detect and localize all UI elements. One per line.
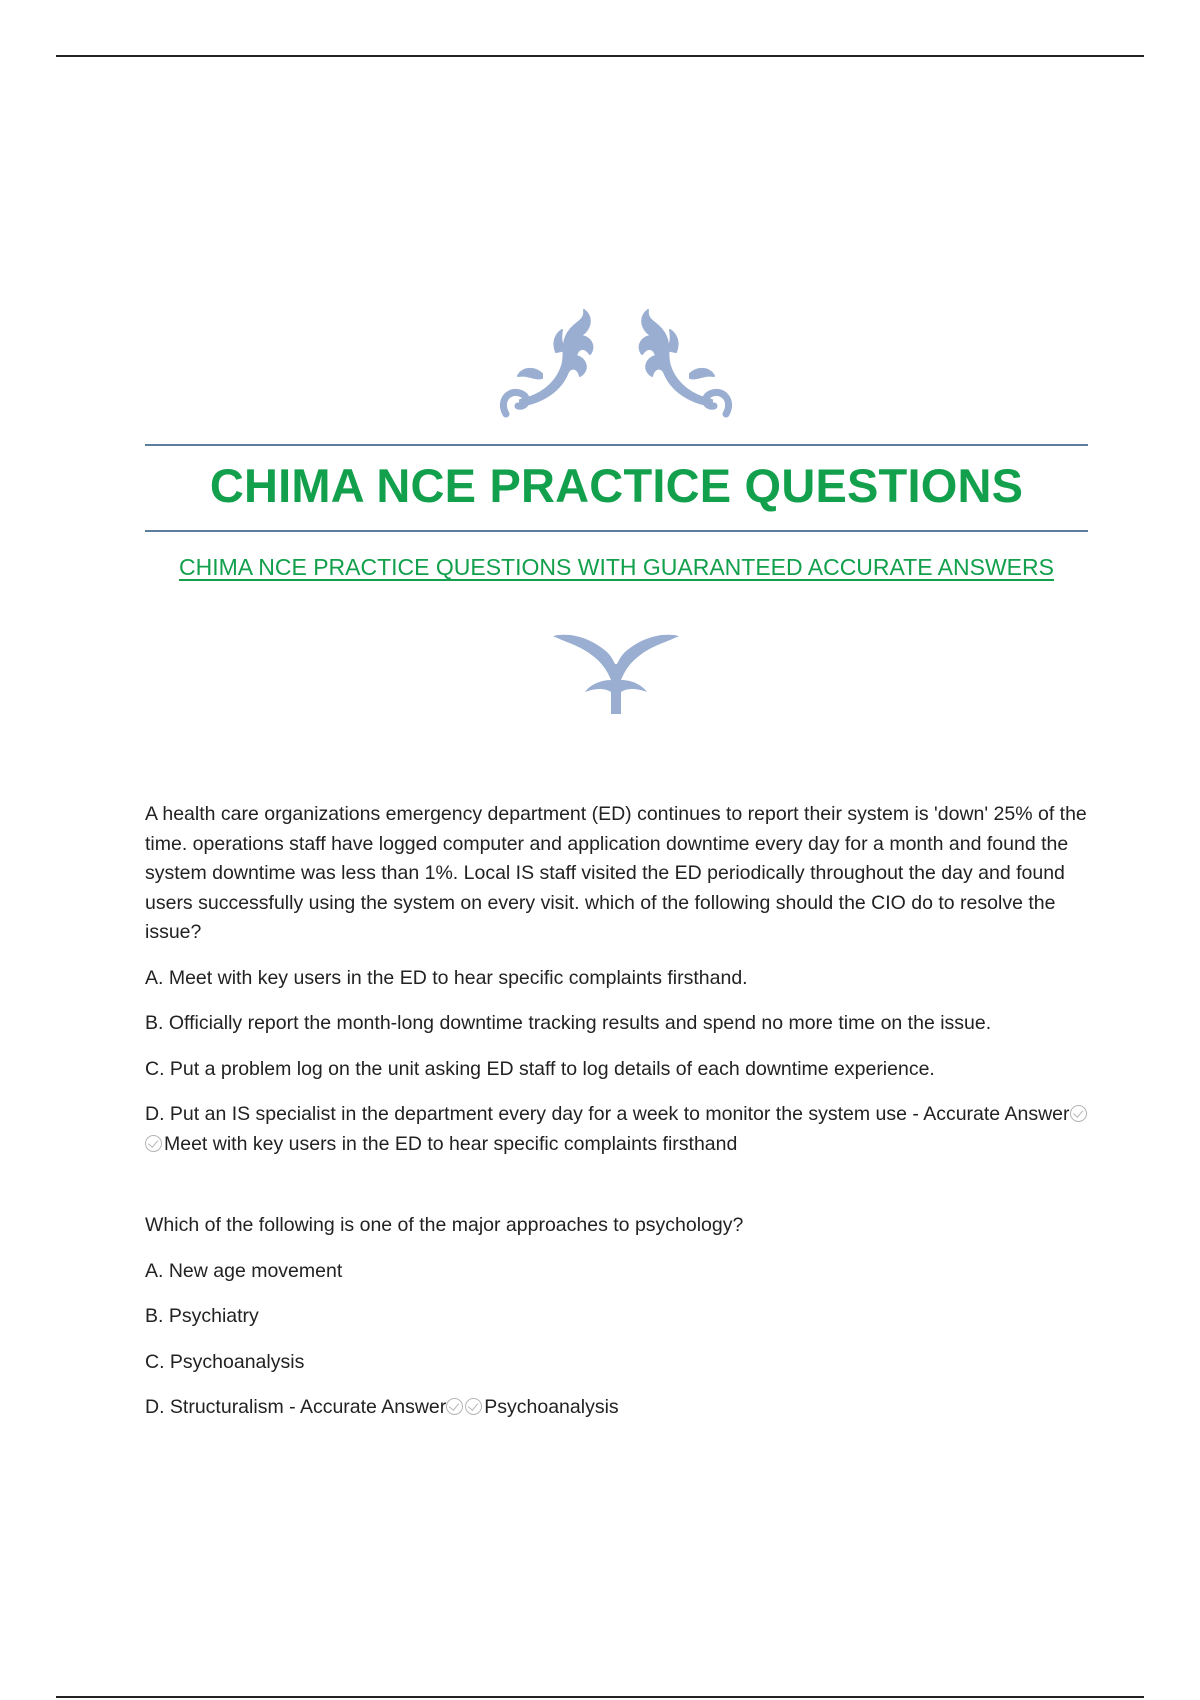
option-c: C. Psychoanalysis — [145, 1350, 305, 1373]
option-a: A. Meet with key users in the ED to hear specific complaints firsthand. — [145, 966, 748, 989]
option-c: C. Put a problem log on the unit asking ED staff to log details of each downtime experience. — [145, 1057, 935, 1080]
ornamental-divider-icon — [551, 630, 681, 714]
check-circle-icon — [446, 1398, 463, 1415]
option-d: D. Put an IS specialist in the department every day for a week to monitor the system use - Accurate Answer — [145, 1103, 1070, 1125]
question-stem: Which of the following is one of the major approaches to psychology? — [145, 1214, 744, 1236]
option-b: B. Officially report the month-long downtime tracking results and spend no more time on the issue. — [145, 1012, 992, 1034]
option-d: D. Structuralism - Accurate Answer — [145, 1396, 447, 1418]
option-b: B. Psychiatry — [145, 1305, 259, 1327]
question-1 — [145, 800, 1090, 1159]
option-d-with-answer — [145, 1393, 1090, 1423]
question-2 — [145, 1211, 1090, 1423]
accurate-answer: Psychoanalysis — [484, 1396, 619, 1418]
header-rule — [56, 55, 1144, 57]
check-circle-icon — [145, 1135, 162, 1152]
document-subtitle: CHIMA NCE PRACTICE QUESTIONS WITH GUARANTEED ACCURATE ANSWERS — [179, 554, 1054, 580]
document-title: CHIMA NCE PRACTICE QUESTIONS — [209, 459, 1024, 512]
footer-rule — [56, 1696, 1144, 1698]
question-stem: A health care organizations emergency department (ED) continues to report their system is 'down' 25% of the time. operations staff have logged computer and application downtime every day for a month and found the system downtime was less than 1%. Local IS staff visited the ED periodically throughout the day and found users successfully using the system on every visit. which of the following should the CIO do to resolve the issue? — [145, 803, 1087, 943]
check-circle-icon — [1070, 1105, 1087, 1122]
check-circle-icon — [465, 1398, 482, 1415]
option-d-with-answer — [145, 1100, 1090, 1159]
questions-section — [145, 800, 1090, 1475]
ornamental-flourish-icon — [496, 296, 736, 426]
option-a: A. New age movement — [145, 1259, 343, 1282]
accurate-answer: Meet with key users in the ED to hear specific complaints firsthand — [164, 1132, 738, 1155]
